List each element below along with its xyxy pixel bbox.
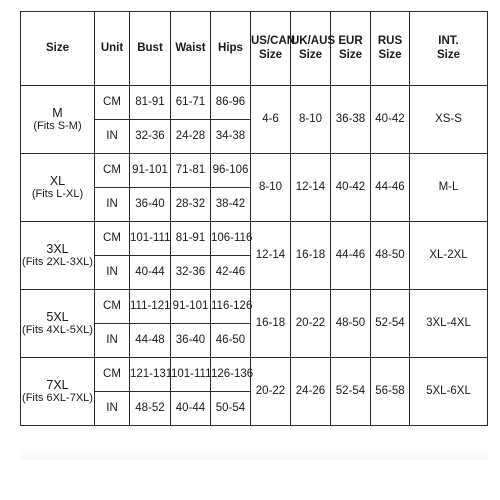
bust-cell: 36-40 [130, 188, 171, 222]
waist-cell: 24-28 [171, 120, 211, 154]
hips-cell: 50-54 [211, 392, 251, 426]
waist-cell: 36-40 [171, 324, 211, 358]
header-eur-top: EUR [338, 35, 363, 48]
header-bust: Bust [130, 12, 171, 86]
bust-cell: 81-91 [130, 86, 171, 120]
header-us-can-top: US/CAN [251, 35, 296, 48]
size-name: 3XL [46, 241, 69, 256]
unit-cell: IN [95, 120, 130, 154]
size-fits: (Fits S-M) [33, 120, 82, 133]
rus-cell: 40-42 [371, 86, 410, 154]
hips-cell: 116-126 [211, 290, 251, 324]
size-fits: (Fits 4XL-5XL) [22, 324, 93, 337]
header-waist: Waist [171, 12, 211, 86]
size-fits: (Fits 2XL-3XL) [22, 256, 93, 269]
bottom-shadow [20, 446, 487, 460]
waist-cell: 61-71 [171, 86, 211, 120]
bust-cell: 101-111 [130, 222, 171, 256]
int-cell: 5XL-6XL [410, 358, 488, 426]
table-row [21, 222, 488, 256]
bust-cell: 40-44 [130, 256, 171, 290]
table-row [21, 86, 488, 120]
us-can-cell: 16-18 [251, 290, 291, 358]
hips-cell: 106-116 [211, 222, 251, 256]
header-uk-aus-top: UK/AUS [291, 35, 336, 48]
size-name: 5XL [46, 309, 69, 324]
bust-cell: 48-52 [130, 392, 171, 426]
uk-aus-cell: 24-26 [291, 358, 331, 426]
uk-aus-cell: 16-18 [291, 222, 331, 290]
int-cell: M-L [410, 154, 488, 222]
bust-cell: 32-36 [130, 120, 171, 154]
bust-cell: 91-101 [130, 154, 171, 188]
eur-cell: 44-46 [331, 222, 371, 290]
unit-cell: IN [95, 256, 130, 290]
bust-cell: 111-121 [130, 290, 171, 324]
size-cell [21, 290, 95, 358]
hips-cell: 96-106 [211, 154, 251, 188]
uk-aus-cell: 8-10 [291, 86, 331, 154]
table-row [21, 358, 488, 392]
table-row [21, 290, 488, 324]
unit-cell: IN [95, 392, 130, 426]
hips-cell: 126-136 [211, 358, 251, 392]
eur-cell: 52-54 [331, 358, 371, 426]
header-size: Size [21, 12, 95, 86]
header-uk-aus-size [291, 12, 336, 86]
eur-cell: 40-42 [331, 154, 371, 222]
size-cell [21, 358, 95, 426]
header-rus-size [371, 12, 410, 86]
bust-cell: 44-48 [130, 324, 171, 358]
rus-cell: 48-50 [371, 222, 410, 290]
rus-cell: 56-58 [371, 358, 410, 426]
uk-aus-cell: 12-14 [291, 154, 331, 222]
table-row [21, 154, 488, 188]
hips-cell: 34-38 [211, 120, 251, 154]
size-fits: (Fits L-XL) [31, 188, 84, 201]
int-cell: 3XL-4XL [410, 290, 488, 358]
int-cell: XS-S [410, 86, 488, 154]
unit-cell: CM [95, 154, 130, 188]
us-can-cell: 8-10 [251, 154, 291, 222]
hips-cell: 38-42 [211, 188, 251, 222]
rus-cell: 52-54 [371, 290, 410, 358]
us-can-cell: 4-6 [251, 86, 291, 154]
header-us-can-bottom: Size [258, 48, 282, 61]
size-cell [21, 154, 95, 222]
hips-cell: 86-96 [211, 86, 251, 120]
size-name: M [52, 105, 63, 120]
hips-cell: 42-46 [211, 256, 251, 290]
header-rus-bottom: Size [378, 48, 402, 61]
us-can-cell: 12-14 [251, 222, 291, 290]
unit-cell: IN [95, 324, 130, 358]
waist-cell: 91-101 [171, 290, 211, 324]
unit-cell: CM [95, 290, 130, 324]
header-rus-top: RUS [377, 35, 403, 48]
waist-cell: 101-111 [171, 358, 211, 392]
unit-cell: CM [95, 358, 130, 392]
rus-cell: 44-46 [371, 154, 410, 222]
uk-aus-cell: 20-22 [291, 290, 331, 358]
header-int-size [410, 12, 488, 86]
size-chart-table [20, 11, 488, 426]
hips-cell: 46-50 [211, 324, 251, 358]
header-us-can-size [251, 12, 296, 86]
bust-cell: 121-131 [130, 358, 171, 392]
unit-cell: CM [95, 222, 130, 256]
unit-cell: CM [95, 86, 130, 120]
size-chart-body [21, 86, 488, 426]
size-name: 7XL [46, 377, 69, 392]
waist-cell: 71-81 [171, 154, 211, 188]
us-can-cell: 20-22 [251, 358, 291, 426]
header-uk-aus-bottom: Size [298, 48, 322, 61]
waist-cell: 32-36 [171, 256, 211, 290]
header-int-bottom: Size [436, 48, 460, 61]
header-unit: Unit [95, 12, 130, 86]
header-eur-bottom: Size [338, 48, 362, 61]
size-fits: (Fits 6XL-7XL) [22, 392, 93, 405]
eur-cell: 48-50 [331, 290, 371, 358]
header-row [21, 12, 488, 86]
eur-cell: 36-38 [331, 86, 371, 154]
waist-cell: 81-91 [171, 222, 211, 256]
size-cell [21, 222, 95, 290]
waist-cell: 40-44 [171, 392, 211, 426]
header-eur-size [331, 12, 371, 86]
header-int-top: INT. [438, 35, 459, 48]
size-name: XL [49, 173, 66, 188]
unit-cell: IN [95, 188, 130, 222]
waist-cell: 28-32 [171, 188, 211, 222]
size-cell [21, 86, 95, 154]
header-hips: Hips [211, 12, 251, 86]
int-cell: XL-2XL [410, 222, 488, 290]
